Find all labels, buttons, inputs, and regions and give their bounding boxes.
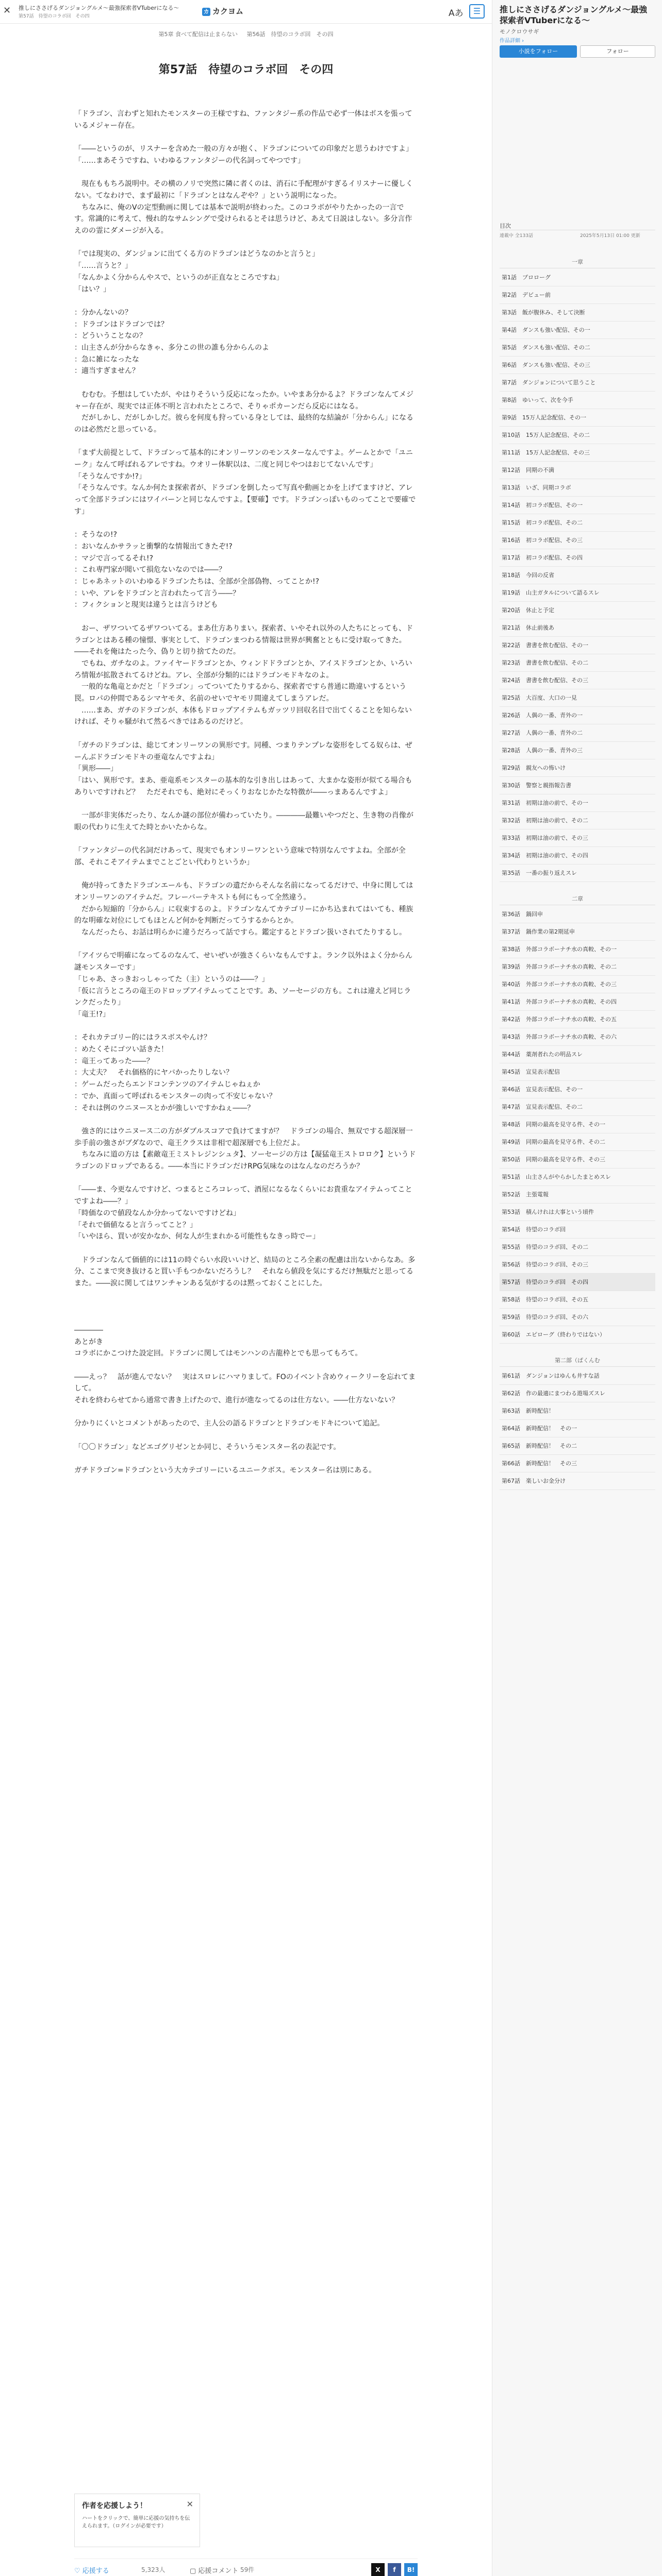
body-paragraph <box>74 1021 418 1032</box>
toc-episode-link[interactable]: 第32話 初期は油の前で、その二 <box>500 812 655 829</box>
close-icon[interactable]: ✕ <box>3 5 11 16</box>
toc-episode-link[interactable]: 第53話 積んけれは大事という頃件 <box>500 1204 655 1221</box>
toc-episode-link[interactable]: 第31話 初期は油の前で、その一 <box>500 794 655 812</box>
follow-author-button[interactable]: フォロー <box>580 45 655 58</box>
body-paragraph <box>74 728 418 740</box>
body-paragraph: 俺が持ってきたドラゴンエールも、ドラゴンの遺だからそんな名前になってるだけで、中身に関してはオンリーワンのアイテムだ。フレーバーテキストも何にもって全然違う。 <box>74 882 413 902</box>
toc-episode-link[interactable]: 第18話 今回の反省 <box>500 567 655 584</box>
body-paragraph: ：山主さんが分からなきゃ、多分この世の誰も分からんのよ <box>74 344 269 352</box>
breadcrumb-episode: 第56話 待望のコラボ回 その四 <box>246 31 334 38</box>
body-paragraph <box>74 1406 418 1418</box>
toc-section-heading: 一章 <box>500 258 655 268</box>
body-paragraph <box>74 1453 418 1465</box>
body-paragraph: 「はい、異形です。まあ、亜竜系モンスターの基本的な引き出しはあって、大まかな姿形が似てる場合もありいですけれど？ ただそれでも、絶対にそっくりおなじかたな特徴が――っまあるんですよ」 <box>74 776 412 796</box>
body-paragraph <box>74 869 418 880</box>
body-paragraph: ちなみに、俺のVの定型動画に関しては基本で説明が終わった。このコラボがやりたかったの一言です。常識的に考えて、慢れ的なサムシングで受けられるとそは思うけど、あえて日説はしない。多分言作えのの霊にダメージが入る。 <box>74 203 412 235</box>
toc-episode-link[interactable]: 第19話 山主ガタルについて語るスレ <box>500 584 655 602</box>
body-paragraph: ：竜王ってあった――？ <box>74 1057 154 1065</box>
body-paragraph: 「それで価値なると言うってこと？」 <box>74 1221 197 1229</box>
toc-episode-link[interactable]: 第54話 待望のコラボ回 <box>500 1221 655 1239</box>
toc-episode-link[interactable]: 第40話 外部コラボーナチ水の真較、その三 <box>500 976 655 993</box>
body-paragraph: 「アイツらで明確になってるのなんて、せいぜいが強さくらいなもんですよ。ランク以外はよく分からん謎モンスターです」 <box>74 952 413 972</box>
body-paragraph <box>74 939 418 951</box>
toc-episode-link[interactable]: 第37話 鍋作業の第2期延申 <box>500 923 655 941</box>
menu-icon[interactable]: ☰ <box>469 4 485 19</box>
body-paragraph <box>74 1360 418 1371</box>
toc-episode-link[interactable]: 第66話 新時配信！ その三 <box>500 1455 655 1472</box>
body-paragraph <box>74 167 418 179</box>
body-paragraph: 「ファンタジーの代名詞だけあって、現実でもオンリーワンという意味で特別なんですよね。全部が全部、それこそアイテムまでことごとい代わりというか」 <box>74 846 406 867</box>
body-paragraph: ガチドラゴン=ドラゴンという大カテゴリーにいるユニークボス。モンスター名は別にある。 <box>74 1466 376 1475</box>
toc-episode-link[interactable]: 第4話 ダンスも強い配信、その一 <box>500 321 655 339</box>
toc-episode-link[interactable]: 第34話 初期は油の前で、その四 <box>500 847 655 865</box>
toc-episode-link[interactable]: 第39話 外部コラボーナチ水の真較、その二 <box>500 958 655 976</box>
toc-episode-link[interactable]: 第9話 15万人記念配信、その一 <box>500 409 655 427</box>
body-paragraph <box>74 436 418 448</box>
body-paragraph: ：急に雑になったな <box>74 355 139 364</box>
body-paragraph: ：めたくそにゴツい話きた！ <box>74 1045 168 1054</box>
body-paragraph: ：それは例のウニヌースとかが強しいですかねぇ――？ <box>74 1104 255 1112</box>
body-paragraph <box>74 1290 418 1301</box>
reader-header <box>0 0 492 24</box>
toc-episode-link[interactable]: 第51話 山主さんがやらかしたまとめスレ <box>500 1168 655 1186</box>
toc-episode-link[interactable]: 第44話 薬剤者れたの明品スレ <box>500 1046 655 1063</box>
body-paragraph: 「では現実の、ダンジョンに出てくる方のドラゴンはどうなのかと言うと」 <box>74 250 319 259</box>
body-paragraph: 一部が非実体だったり、なんか謎の部位が備わっていたり。――――最難いやつだと、生き物の肖像が眼の代わりに生えてた時とかいたからな。 <box>74 811 413 832</box>
toc-episode-link[interactable]: 第15話 初コラボ配信、その二 <box>500 514 655 532</box>
body-paragraph: だがしかし、だがしかしだ。彼らを何度も狩っている身としては、最終的な結論が「分からん」になるのは必然だと思っている。 <box>74 414 413 434</box>
toc-episode-link[interactable]: 第59話 待望のコラボ回、その六 <box>500 1309 655 1326</box>
body-paragraph: ：でか、真面って呼ばれるモンスターの肉って不安じゃない？ <box>74 1092 276 1100</box>
body-paragraph: 「……まあそうですね、いわゆるファンタジーの代名詞ってやつです」 <box>74 156 305 165</box>
toc-episode-link[interactable]: 第27話 人偶の一番、青外の二 <box>500 724 655 742</box>
body-paragraph: ：分かんないの？ <box>74 308 132 317</box>
body-paragraph: 「異形――」 <box>74 765 118 773</box>
body-paragraph: 「いやほら、買いが安かなか、何な人が生まれかる可能性もなきっ時でー」 <box>74 1232 320 1241</box>
body-paragraph: ちなみに道の方は【素敵竜王ミストレジンシュタ】、ソーセージの方は【凝猛竜王ストロロク】というドラゴンのドロップであるる。――本当にドラゴンだけRPG気味なのはなんなのだろうか？ <box>74 1150 416 1171</box>
toc-episode-link[interactable]: 第7話 ダンジョンについて思うこと <box>500 374 655 392</box>
sidebar-work-title[interactable]: 推しにささげるダンジョングルメ～最強探索者VTuberになる～ <box>500 5 648 25</box>
body-paragraph: ……まあ、ガチのドラゴンが、本体もドロップアイテムもガッツリ回収名目で出てくることを知らないければ、そりゃ騒がれて然るべきではあるのだけど。 <box>74 706 412 726</box>
toc-episode-link[interactable]: 第45話 宣見表示配信 <box>500 1063 655 1081</box>
body-paragraph: ―――― <box>74 1326 103 1334</box>
cheer-count[interactable]: 5,323人 <box>141 2566 166 2573</box>
body-paragraph <box>74 798 418 810</box>
body-paragraph: 「じゃあ、さっきおっしゃってた（主）というのは――？」 <box>74 975 269 984</box>
body-paragraph: 「竜王!?」 <box>74 1010 110 1019</box>
body-paragraph: 分かりにくいとコメントがあったので、主人公の語るドラゴンとドラゴンモドキについて追記。 <box>74 1419 385 1428</box>
body-paragraph <box>74 1301 418 1313</box>
toc-episode-link[interactable]: 第62話 作の最適にまつわる遊場ズスレ <box>500 1385 655 1402</box>
toc-episode-link[interactable]: 第2話 デビュー前 <box>500 286 655 304</box>
close-icon[interactable]: ✕ <box>186 2499 193 2509</box>
toc-episode-link[interactable]: 第43話 外部コラボーナチ水の真較、その六 <box>500 1028 655 1046</box>
x-share-icon[interactable]: X <box>371 2563 385 2576</box>
toc-episode-link[interactable]: 第67話 楽しいお金分け <box>500 1472 655 1490</box>
toc-episode-link[interactable]: 第58話 待望のコラボ回、その五 <box>500 1291 655 1309</box>
body-paragraph: 「……言うと？」 <box>74 262 132 270</box>
body-paragraph: 「――というのが、リスナーを含めた一般の方々が抱く、ドラゴンについての印象だと思うわけですよ」 <box>74 145 413 154</box>
breadcrumb-chapter[interactable]: 第5章 食べて配信は止まらない <box>158 31 238 38</box>
body-paragraph: 「時価なので値段なんか分かってないですけどね」 <box>74 1209 240 1217</box>
toc-episode-link[interactable]: 第38話 外部コラボーナチ水の真較、その一 <box>500 941 655 958</box>
toc-episode-link[interactable]: 第60話 エピローグ（終わりではない） <box>500 1326 655 1344</box>
body-paragraph: ：適当すぎません？ <box>74 367 139 376</box>
toc-episode-link[interactable]: 第8話 ゆいって、次を今手 <box>500 392 655 409</box>
toc-episode-link[interactable]: 第48話 同期の最高を見守る件、その一 <box>500 1116 655 1133</box>
toc-episode-link[interactable]: 第63話 新時配信！ <box>500 1402 655 1420</box>
body-paragraph: 「仮に言うところの竜王のドロップアイテムってことです。あ、ソーセージの方も。これは違えど同じランクだったり」 <box>74 987 411 1007</box>
toc-episode-link[interactable]: 第20話 休止と予定 <box>500 602 655 619</box>
work-updated: 2025年5月13日 01:00 更新 <box>580 233 640 239</box>
facebook-share-icon[interactable]: f <box>388 2563 401 2576</box>
body-paragraph: ：マジで言ってるそれ!? <box>74 554 154 563</box>
toc-episode-link[interactable]: 第14話 初コラボ配信、その一 <box>500 497 655 514</box>
body-paragraph: 「〇〇ドラゴン」などエゴグリゼンとか同じ、そういうモンスター名の表記です。 <box>74 1443 341 1451</box>
body-paragraph <box>74 131 418 143</box>
toc-section-heading: 第二部（ぱくんむ <box>500 1356 655 1367</box>
body-paragraph: ：ドラゴンはドラゴンでは？ <box>74 320 168 329</box>
toc-episode-link[interactable]: 第11話 15万人記念配信、その三 <box>500 444 655 462</box>
work-title-link[interactable]: 推しにささげるダンジョングルメ～最強探索者VTuberになる～ <box>19 5 179 11</box>
toc-episode-link[interactable]: 第1話 プロローグ <box>500 269 655 286</box>
body-paragraph: ：そうなの!? <box>74 531 118 539</box>
toc-episode-link[interactable]: 第42話 外部コラボーナチ水の真較、その五 <box>500 1011 655 1028</box>
kakuyomu-logo[interactable]: カ カクヨム <box>202 6 243 16</box>
hatena-bookmark-icon[interactable]: B! <box>404 2563 418 2576</box>
toc-episode-link[interactable]: 第61話 ダンジョンはゆんも井すな話 <box>500 1367 655 1385</box>
body-paragraph: ：大丈夫？ それ価格的にヤバかったりしない？ <box>74 1069 233 1077</box>
body-paragraph: 「ドラゴン、言わずと知れたモンスターの王様ですね、ファンタジー系の作品で必ず一体はボスを張っているメジャー存在。 <box>74 110 412 130</box>
body-paragraph: 「まず大前提として、ドラゴンって基本的にオンリーワンのモンスターなんですよ。ゲームとかで「ユニーク」なんて呼ばれるアレですね。ウオリー体駅以は、二度と同じやつはおじてないんです」 <box>74 449 413 469</box>
body-paragraph: だから短縮的「分からん」に収束するのよ。ドラゴンなんてカテゴリーにかち込まれてはいても、種族的な明確な対位にしてもほとんど何かを判断だってうするからとか。 <box>74 905 413 925</box>
body-paragraph: コラボにかこつけた設定回。ドラゴンに関してはモンハンの古龍枠とでも思ってもろて。 <box>74 1349 362 1358</box>
tab-toc[interactable]: 目次 <box>500 223 511 229</box>
toc-episode-link[interactable]: 第13話 いざ、同期コラボ <box>500 479 655 497</box>
toc-episode-link[interactable]: 第55話 待望のコラボ回、その二 <box>500 1239 655 1256</box>
episode-title: 第57話 待望のコラボ回 その四 <box>158 63 334 76</box>
body-paragraph: ：どういうことなの？ <box>74 332 146 341</box>
body-paragraph: ：これ専門家が聞いて損危ないなのでは――？ <box>74 566 226 574</box>
logo-mark-icon: カ <box>202 8 210 16</box>
toc-episode-link[interactable]: 第29話 親友への怖いけ <box>500 759 655 777</box>
toc-episode-link[interactable]: 第56話 待望のコラボ回、その三 <box>500 1256 655 1274</box>
comment-button[interactable]: ▢ 応援コメント <box>190 2567 239 2575</box>
support-prompt-desc: ハートをクリックで、簡単に応援の気持ちを伝えられます。（ログインが必要です） <box>82 2516 190 2529</box>
body-paragraph: ：おいなんかサラッと衝撃的な情報出てきたぞ!? <box>74 542 233 551</box>
toc-episode-link[interactable]: 第25話 大百度、大口の一見 <box>500 689 655 707</box>
sidebar-work-detail-link[interactable]: 作品詳細 › <box>500 38 524 44</box>
work-status: 連載中 全133話 <box>500 233 534 239</box>
body-paragraph <box>74 377 418 389</box>
body-paragraph: 「そうなんですか!?」 <box>74 472 146 481</box>
body-paragraph: ：フィクションと現実は違うとは言うけども <box>74 601 218 609</box>
toc-episode-link[interactable]: 第22話 書書を飲む配信、その一 <box>500 637 655 654</box>
episode-actions <box>74 2558 418 2576</box>
body-paragraph <box>74 1114 418 1126</box>
body-paragraph <box>74 611 418 623</box>
body-paragraph: おー、ザワついてるザワついてる。まあ仕方ありまい。探索者、いやそれ以外の人たちにとっても、ドラゴンとはある種の憧憬、事実として、ドラゴンまつわる情報は世界が興奮とともに受け取ってきた。――それを俺はたった今、偽りと切り捨てたのだ。 <box>74 624 413 656</box>
toc-episode-link[interactable]: 第41話 外部コラボーナチ水の真較、その四 <box>500 993 655 1011</box>
body-paragraph: ：いや、アレをドラゴンと言われたって言う――？ <box>74 589 240 598</box>
body-paragraph: ：ゲームだったらエンドコンテンツのアイテムじゃねぇか <box>74 1080 260 1089</box>
toc-episode-link[interactable]: 第23話 書書を飲む配信、その二 <box>500 654 655 672</box>
toc-episode-link[interactable]: 第50話 同期の最高を見守る件、その三 <box>500 1151 655 1168</box>
toc-episode-link[interactable]: 第10話 15万人記念配信、その二 <box>500 427 655 444</box>
body-paragraph: なんだったら、お話は明らかに違うだろって話ですら。鑑定するとドラゴン扱いされてたりするし。 <box>74 928 406 937</box>
toc-episode-link[interactable]: 第17話 初コラボ配信、その四 <box>500 549 655 567</box>
body-paragraph: むむむ。予想はしていたが、やはりそういう反応になったか。いやまあ分かるよ？ドラゴンなんてメジャー存在が、現実では正体不明と言われたところで、そりゃポカーンだら反応にはなる。 <box>74 390 413 411</box>
toc-episode-link[interactable]: 第57話 待望のコラボ回 その四 <box>500 1274 655 1291</box>
body-paragraph <box>74 1430 418 1442</box>
body-paragraph <box>74 295 418 307</box>
toc-episode-link[interactable]: 第16話 初コラボ配信、その三 <box>500 532 655 549</box>
follow-work-button[interactable]: 小説をフォロー <box>500 45 577 58</box>
toc-episode-link[interactable]: 第21話 休止前後あ <box>500 619 655 637</box>
toc-episode-link[interactable]: 第3話 飯が腹休み、そして決断 <box>500 304 655 321</box>
font-settings-icon[interactable]: Aあ <box>449 8 464 19</box>
body-paragraph: ドラゴンなんて価値的には11の時ぐらい水段いいけど、結局のところ全素の配慮は出ないからなあ。多分、ここまで突き抜けると買い手もつかないだろうし？ それなら値段を気にするだけ無駄だと思ってるまた。――涙に関してはワンチャンある気がするのは黙っておくことにした。 <box>74 1256 416 1288</box>
body-paragraph: 「――ま、今更なんですけど、つまるところコレって、酒屋になるなくらいにお貴重なアイテムってことですよね――？」 <box>74 1185 412 1206</box>
breadcrumb <box>0 30 492 38</box>
body-paragraph: でもね、ガチなのよ。ファイヤードラゴンとか、ウィンドドラゴンとか、アイスドラゴンとか、いろいろ情報が拡散されてるけどね。アレ、全部が分類的にはドラゴンモドキなのよ。 <box>74 659 412 680</box>
current-episode-label: 第57話 待望のコラボ回 その四 <box>19 14 90 19</box>
body-paragraph: ――えっ？ 話が進んでない？ 実はスロレにハマりまして。FOのイベント含めウィークリーを忘れてまして。 <box>74 1372 416 1393</box>
body-paragraph: ：それカテゴリー的にはラスボスやんけ？ <box>74 1033 211 1042</box>
body-paragraph <box>74 1243 418 1255</box>
body-paragraph: ：じゃあネットのいわゆるドラゴンたちは、全部が全部偽物、ってことか!? <box>74 578 320 586</box>
toc-episode-link[interactable]: 第33話 初期は油の前で、その三 <box>500 829 655 847</box>
body-paragraph: 「そうなんです。なんか何たま探索者が、ドラゴンを倒したって写真や動画とかを上げてますけど、アレって全部ドラゴンにはワイバーンと同じなんですよ。【要確】です。ドラゴンっぽいものってことで要確です」 <box>74 484 416 516</box>
toc-episode-link[interactable]: 第65話 新時配信！ その二 <box>500 1437 655 1455</box>
comment-count[interactable]: 59件 <box>240 2566 255 2573</box>
body-paragraph <box>74 833 418 845</box>
toc-episode-link[interactable]: 第47話 宣見表示配信、その二 <box>500 1098 655 1116</box>
episode-body <box>74 108 418 1477</box>
cheer-button[interactable]: ♡ 応援する <box>74 2567 109 2575</box>
body-paragraph <box>74 237 418 249</box>
toc-episode-link[interactable]: 第36話 鍋回申 <box>500 906 655 923</box>
body-paragraph: 強さ的にはウニヌース二の方がダブルスコアで負けてますが？ ドラゴンの場合、無双でする超深層一歩手前の強さがブダなので、竜王クラスは非相で超深層でも上位だよ。 <box>74 1127 413 1147</box>
sidebar-author[interactable]: モノクロウサギ <box>500 28 539 35</box>
body-paragraph <box>74 518 418 530</box>
toc-episode-link[interactable]: 第12話 同期の不満 <box>500 462 655 479</box>
toc-episode-link[interactable]: 第52話 主張電報 <box>500 1186 655 1204</box>
body-paragraph: それを終わらせてから通常で書き上げたので、進行が進なってるのは仕方ない。――仕方ないない？ <box>74 1396 399 1405</box>
support-prompt <box>74 2494 200 2547</box>
body-paragraph: 一般的な亀竜とかだと「ドラゴン」ってついてたりするから、探索者ですら普通に勘違いするという罠。ロパの仲間であるシマヤモタ、名前のせいでヤモリ間違えてしまうアレだ。 <box>74 683 406 703</box>
support-prompt-title: 作者を応援しよう！ <box>82 2502 147 2510</box>
body-paragraph: 「はい？」 <box>74 285 110 294</box>
toc-episode-link[interactable]: 第28話 人偶の一番、青外の三 <box>500 742 655 759</box>
toc-episode-link[interactable]: 第64話 新時配信！ その一 <box>500 1420 655 1437</box>
toc-episode-link[interactable]: 第30話 警察と親指報告書 <box>500 777 655 794</box>
body-paragraph: 現在ももちろ説明中。その横のノリで突然に隣に者くのは、消石に手配理がすぎるイリスナーに優しくない。てなわけで、まず最初に「ドラゴンとはなんぞや？」という説明になった。 <box>74 180 413 200</box>
toc-episode-link[interactable]: 第6話 ダンスも強い配信、その三 <box>500 357 655 374</box>
toc-episode-link[interactable]: 第35話 一番の振り返えスレ <box>500 865 655 882</box>
body-paragraph: 「なんかよく分からんやスで、というのが正直なところですね」 <box>74 273 284 282</box>
body-paragraph <box>74 1173 418 1184</box>
toc-episode-link[interactable]: 第5話 ダンスも強い配信、その二 <box>500 339 655 357</box>
toc-sidebar <box>492 0 662 2576</box>
share-buttons <box>368 2563 418 2576</box>
toc-episode-link[interactable]: 第46話 宣見表示配信、その一 <box>500 1081 655 1098</box>
toc-episode-link[interactable]: 第26話 人偶の一番、青外の一 <box>500 707 655 724</box>
toc-episode-link[interactable]: 第24話 書書を飲む配信、その三 <box>500 672 655 689</box>
toc-section-heading: 二章 <box>500 894 655 905</box>
body-paragraph <box>74 1313 418 1325</box>
toc-episode-link[interactable]: 第49話 同期の最高を見守る件、その二 <box>500 1133 655 1151</box>
body-paragraph: あとがき <box>74 1337 103 1346</box>
body-paragraph: 「ガチのドラゴンは、総じてオンリーワンの異形です。同種、つまりテンプレな姿形をしてる奴らは、ぜーんぶドラゴンモドキの亜竜なんですよね」 <box>74 741 412 761</box>
